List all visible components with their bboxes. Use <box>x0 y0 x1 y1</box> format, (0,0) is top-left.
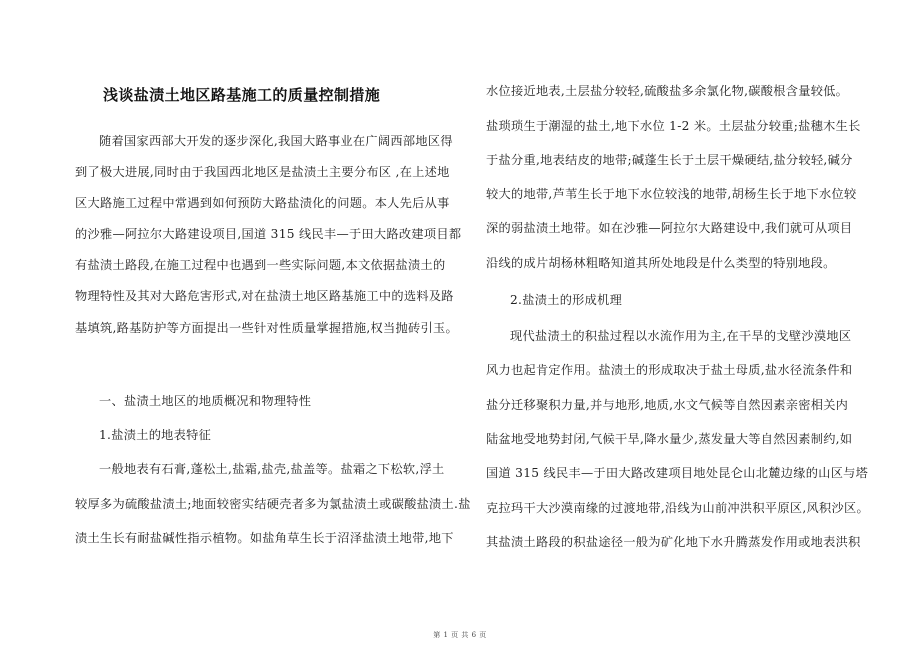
section-heading: 一、盐渍土地区的地质概况和物理特性 <box>99 394 312 408</box>
paragraph-line: 渍土生长有耐盐碱性指示植物。如盐角草生长于沼泽盐渍土地带,地下 <box>75 531 454 545</box>
paragraph-line: 区大路施工过程中常遇到如何预防大路盐渍化的问题。本人先后从事 <box>75 196 450 210</box>
paragraph-line: 较大的地带,芦苇生长于地下水位较浅的地带,胡杨生长于地下水位较 <box>486 187 857 201</box>
paragraph-line: 到了极大进展,同时由于我国西北地区是盐渍土主要分布区 ,在上述地 <box>75 165 450 179</box>
paragraph-line: 盐分迁移聚积力量,并与地形,地质,水文气候等自然因素亲密相关内 <box>486 398 849 412</box>
paragraph-line: 深的弱盐渍土地带。如在沙雅—阿拉尔大路建设中,我们就可从项目 <box>486 221 853 235</box>
paragraph-line: 有盐渍土路段,在施工过程中也遇到一些实际问题,本文依据盐渍土的 <box>75 258 446 272</box>
paragraph-line: 克拉玛干大沙漠南缘的过渡地带,沿线为山前冲洪积平原区,风积沙区。 <box>486 501 869 515</box>
paragraph-line: 的沙雅—阿拉尔大路建设项目,国道 315 线民丰—于田大路改建项目都 <box>75 227 462 241</box>
paragraph-line: 基填筑,路基防护等方面提出一些针对性质量掌握措施,权当抛砖引玉。 <box>75 321 458 335</box>
paragraph-line: 国道 315 线民丰—于田大路改建项目地处昆仑山北麓边缘的山区与塔 <box>486 466 869 480</box>
paragraph-line: 沿线的成片胡杨林粗略知道其所处地段是什么类型的特别地段。 <box>486 256 836 270</box>
subsection-heading: 1.盐渍土的地表特征 <box>99 428 212 442</box>
paragraph-line: 一般地表有石膏,蓬松土,盐霜,盐壳,盐盖等。盐霜之下松软,浮土 <box>99 462 445 476</box>
paragraph-line: 物理特性及其对大路危害形式,对在盐渍土地区路基施工中的选料及路 <box>75 289 454 303</box>
paragraph-line: 随着国家西部大开发的逐步深化,我国大路事业在广阔西部地区得 <box>99 134 453 148</box>
page-footer: 第 1 页 共 6 页 <box>433 631 487 639</box>
document-title: 浅谈盐渍土地区路基施工的质量控制措施 <box>103 86 381 104</box>
paragraph-line: 盐琐琐生于潮湿的盐土,地下水位 1-2 米。土层盐分较重;盐穗木生长 <box>486 119 861 133</box>
subsection-heading: 2.盐渍土的形成机理 <box>510 293 623 307</box>
paragraph-line: 现代盐渍土的积盐过程以水流作用为主,在干旱的戈壁沙漠地区 <box>510 329 852 343</box>
paragraph-line: 其盐渍土路段的积盐途径一般为矿化地下水升腾蒸发作用或地表洪积 <box>486 535 861 549</box>
paragraph-line: 陆盆地受地势封闭,气候干旱,降水量少,蒸发量大等自然因素制约,如 <box>486 432 853 446</box>
paragraph-line: 于盐分重,地表结皮的地带;碱蓬生长于土层干燥硬结,盐分较轻,碱分 <box>486 153 853 167</box>
paragraph-line: 风力也起肯定作用。盐渍土的形成取决于盐土母质,盐水径流条件和 <box>486 363 853 377</box>
paragraph-line: 较厚多为硫酸盐渍土;地面较密实结硬壳者多为氯盐渍土或碳酸盐渍土.盐 <box>75 497 471 511</box>
paragraph-line: 水位接近地表,土层盐分较轻,硫酸盐多余氯化物,碳酸根含量较低。 <box>486 84 849 98</box>
